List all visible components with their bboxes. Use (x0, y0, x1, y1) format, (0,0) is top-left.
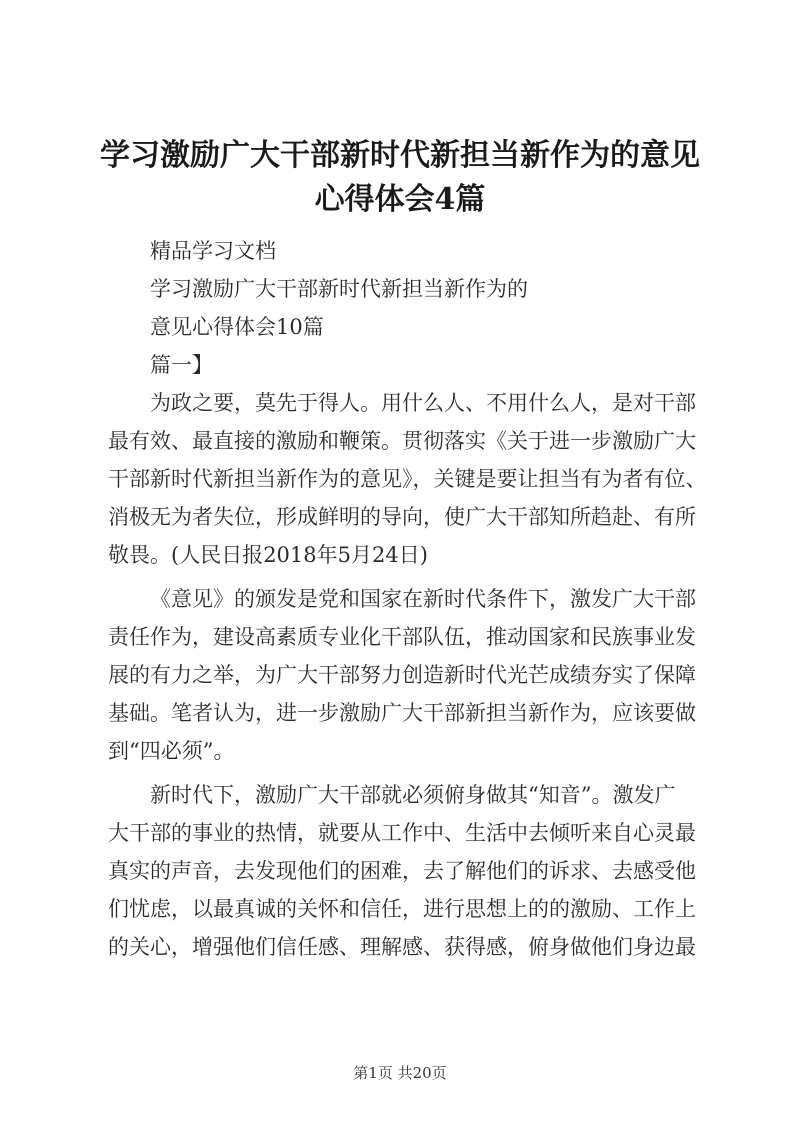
paragraph-3-line: 们忧虑，以最真诚的关怀和信任，进行思想上的的激励、工作上 (108, 897, 696, 921)
paragraph-3-line: 大干部的事业的热情，就要从工作中、生活中去倾听来自心灵最 (108, 821, 696, 845)
paragraph-1-line: 干部新时代新担当新作为的意见》，关键是要让担当有为者有位、 (108, 467, 707, 491)
header-line-source: 精品学习文档 (150, 239, 276, 263)
paragraph-1-line: 最有效、最直接的激励和鞭策。贯彻落实《关于进一步激励广大 (108, 429, 696, 453)
paragraph-2-line: 责任作为，建设高素质专业化干部队伍，推动国家和民族事业发 (108, 625, 696, 649)
paragraph-2-line: 展的有力之举，为广大干部努力创造新时代光芒成绩夯实了保障 (108, 663, 696, 687)
paragraph-3-line: 真实的声音，去发现他们的困难，去了解他们的诉求、去感受他 (108, 859, 696, 883)
page-indicator: 第1页 共20页 (353, 1064, 447, 1082)
title-line-2: 心得体会4篇 (314, 182, 486, 217)
document-title (60, 134, 740, 222)
paragraph-1-line: 敬畏。(人民日报2018年5月24日) (108, 543, 428, 567)
paragraph-2-line: 基础。笔者认为，进一步激励广大干部新担当新作为，应该要做 (108, 701, 696, 725)
title-line-1: 学习激励广大干部新时代新担当新作为的意见 (100, 138, 700, 173)
paragraph-1-line: 为政之要，莫先于得人。用什么人、不用什么人，是对干部 (150, 391, 696, 415)
paragraph-3-line: 新时代下，激励广大干部就必须俯身做其“知音”。激发广 (150, 783, 676, 807)
paragraph-3-line: 的关心，增强他们信任感、理解感、获得感，俯身做他们身边最 (108, 935, 696, 959)
paragraph-2-line: 到“四必须”。 (108, 739, 235, 763)
paragraph-2-line: 《意见》的颁发是党和国家在新时代条件下，激发广大干部 (150, 587, 696, 611)
header-line-subtitle-2: 意见心得体会10篇 (150, 315, 324, 339)
header-line-subtitle-1: 学习激励广大干部新时代新担当新作为的 (150, 277, 528, 301)
document-body (108, 232, 708, 966)
paragraph-1-line: 消极无为者失位，形成鲜明的导向，使广大干部知所趋赴、有所 (108, 505, 696, 529)
header-line-section: 篇一】 (150, 353, 213, 377)
